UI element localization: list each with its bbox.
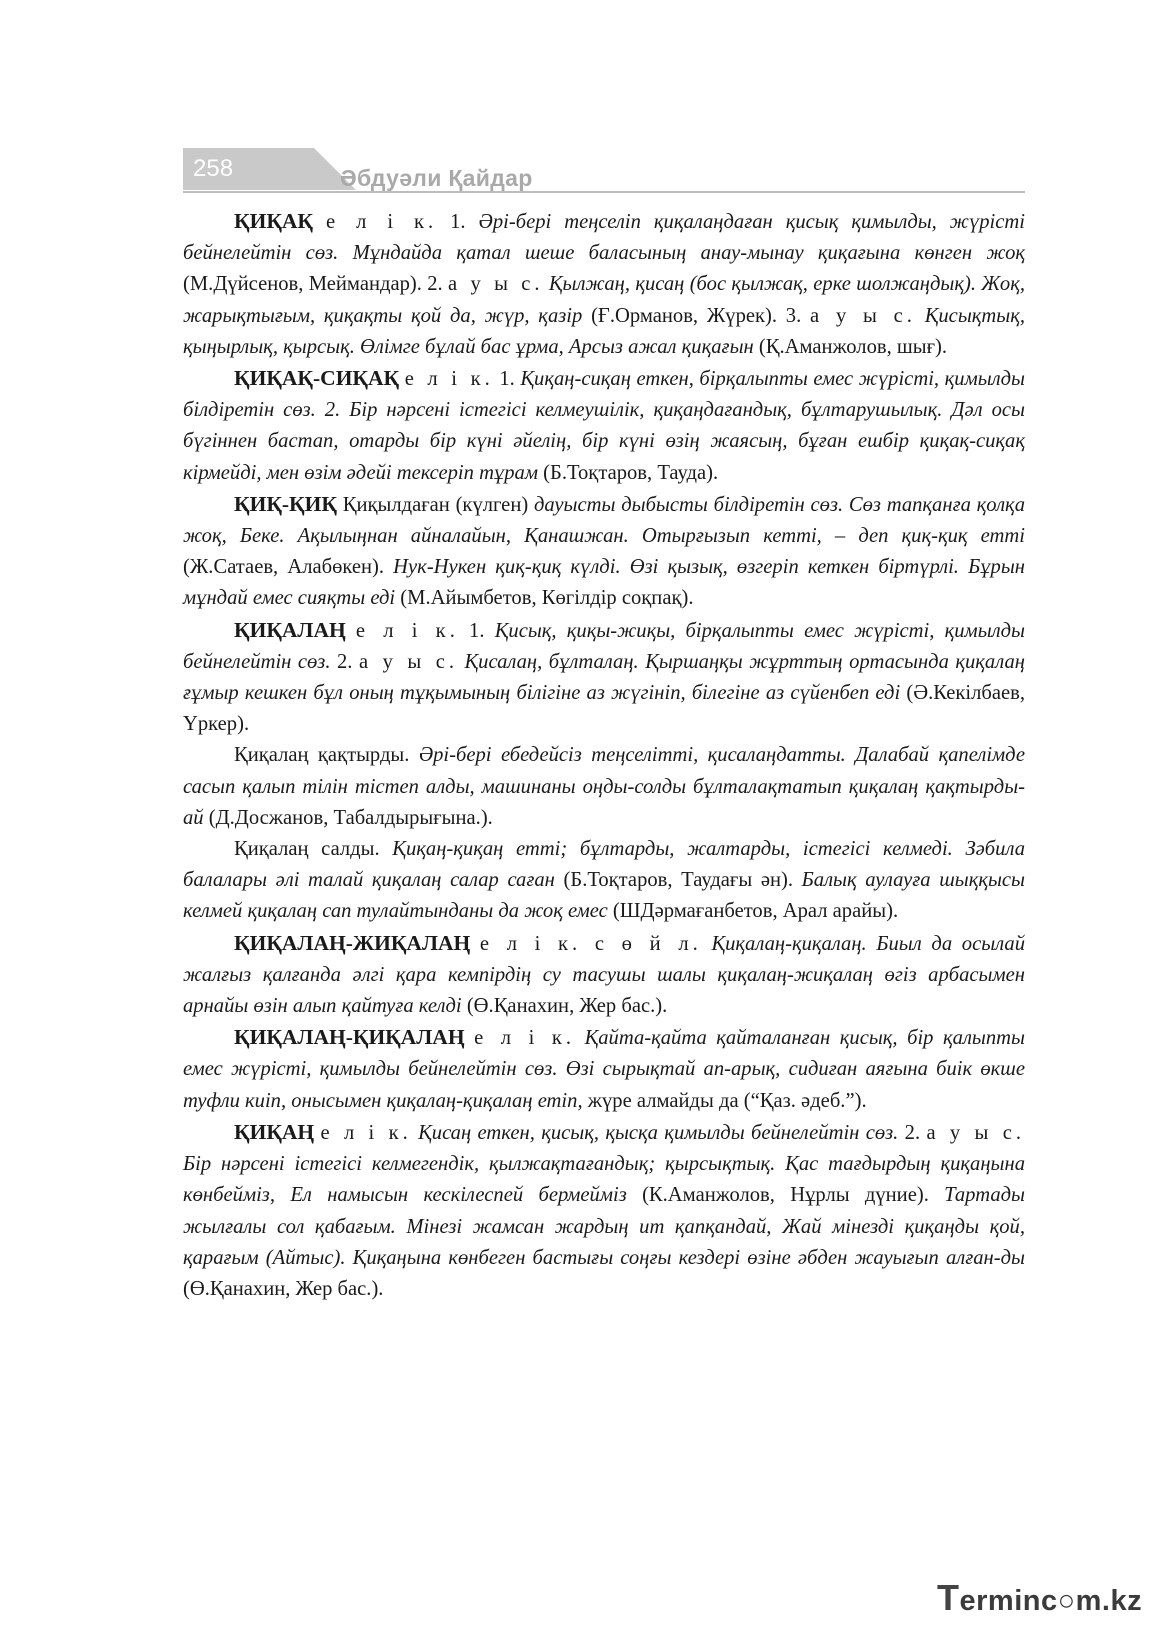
plain-text: (М.Айымбетов, Көгілдір соқпақ). (395, 587, 694, 610)
definition-text: Әрі-бері теңселіп қиқалаңдаған қисық қимылды, жүрісті бейнелейтін сөз. Мұндайда қатал шеше баласының анау-мынау қиқағына көнген жоқ (183, 211, 1025, 265)
headword: ҚИҚ-ҚИҚ (234, 491, 337, 516)
headword: ҚИҚАҚ-СИҚАҚ (234, 366, 400, 391)
dictionary-entry (183, 615, 1025, 741)
definition-text: Қиқалаң-қиқалаң. Биыл да осылай жалғыз қалғанда әлгі қара кемпірдің су тасушы шалы қиқалаң-жиқалаң өгіз арбасымен арнайы өзін алып қайтуға келді (183, 932, 1025, 1018)
grammar-label: е л і к. (320, 1121, 412, 1144)
plain-text: 1. (458, 619, 495, 642)
definition-text: дауысты дыбысты білдіретін сөз. Сөз тапқанға қолқа жоқ, Беке. Ақылыңнан айналайын, Қанашжан. Отырғызып кетті, – деп қиқ-қиқ етті (183, 493, 1025, 548)
grammar-label: а у ы с. (810, 304, 916, 327)
plain-text: (Ә.Кекілбаев, Үркер). (183, 682, 1025, 736)
definition-text: Қисықтық, қыңырлық, қырсық. Өлімге бұлай бас ұрма, Арсыз ажал қиқағын (183, 304, 1025, 358)
dictionary-entry (183, 740, 1025, 834)
plain-text (702, 933, 712, 955)
dictionary-entry (183, 834, 1025, 928)
grammar-label: а у ы с. (926, 1121, 1025, 1144)
definition-text: Қылжаң, қисаң (бос қылжақ, ерке шолжаңдық). Жоқ, жарықтығым, қиқақты қой да, жүр, қазір (183, 273, 1025, 327)
plain-text: Қиқылдаған (күлген) (336, 493, 534, 516)
headword: ҚИҚАЛАҢ-ЖИҚАЛАҢ (234, 930, 471, 955)
plain-text: (К.Аманжолов, Нұрлы дүние). (626, 1184, 945, 1207)
plain-text: 1. (437, 211, 479, 233)
plain-text: (Ғ.Орманов, Жүрек). 3. (582, 304, 811, 327)
definition-text: Балық аулауға шыққысы келмей қиқалаң сап тулайтынданы да жоқ емес (183, 869, 1025, 923)
grammar-label: а у ы с. (358, 650, 458, 673)
dictionary-entry (183, 489, 1025, 615)
plain-text: (Ж.Сатаев, Алабөкен). (183, 556, 394, 579)
plain-text (313, 211, 326, 233)
dictionary-entry (183, 206, 1025, 363)
definition-text: Тартады жылғалы сол қабағым. Мінезі жамсан жардың ит қапқандай, Жай мінезді қиқаңды қой, қарағым (Айтыс). Қиқаңына көнбеген бастығы соңғы кездері өзіне әбден жауығып алған-ды (183, 1184, 1025, 1269)
plain-text: жүре алмайды да (“Қаз. әдеб.”). (582, 1089, 867, 1112)
terminkom-watermark-logo: Terminc○m.kz (937, 1577, 1143, 1618)
plain-text: Қиқалаң қақтырды. (234, 744, 419, 767)
headword: ҚИҚАЛАҢ (234, 617, 346, 642)
grammar-label: е л і к. (404, 368, 494, 391)
page-number: 258 (183, 148, 276, 190)
plain-text: 2. (330, 650, 359, 673)
header-rule (183, 191, 1025, 193)
grammar-label: е л і к. (355, 619, 459, 642)
definition-text: Қиқаң-қиқаң етті; бұлтарды, жалтарды, істегісі келмеді. Зәбила балалары әлі талай қиқалаң салар саған (183, 838, 1025, 892)
plain-text: 1. (493, 368, 521, 391)
plain-text: (М.Дүйсенов, Меймандар). 2. (183, 273, 448, 296)
definition-text: Қиқаң-сиқаң еткен, бірқалыпты емес жүрісті, қимылды білдіретін сөз. 2. Бір нәрсені істегісі келмеушілік, қиқаңдағандық, бұлтарушылық. Дәл осы бүгіннен бастап, отарды бір күні әйелің, бір күні өзің жаясың, бұған ешбір қиқақ-сиқақ кірмейді, мен өзім әдейі тексеріп тұрам (183, 368, 1026, 484)
plain-text: (Б.Тоқтаров, Таудағы ән). (554, 869, 802, 892)
plain-text: 2. (898, 1121, 927, 1144)
plain-text (575, 1027, 585, 1049)
definition-text: Бір нәрсені істегісі келмегендік, қылжақтағандық; қырсықтық. Қас тағдырдың қиқаңына көнбейміз, Ел намысын кескілеспей бермейміз (183, 1153, 1025, 1207)
plain-text: (ШДәрмағанбетов, Арал арайы). (607, 900, 899, 923)
definition-text: Нук-Нукен қиқ-қиқ күлді. Өзі қызық, өзгеріп кеткен біртүрлі. Бұрын мұндай емес сияқты еді (183, 556, 1025, 610)
dictionary-body (183, 206, 1025, 1305)
definition-text: Қисалаң, бұлталаң. Қыршаңқы жұрттың ортасында қиқалаң ғұмыр кешкен бұл оның тұқымының білігіне аз жүгініп, білегіне аз сүйенбеп еді (183, 650, 1025, 705)
dictionary-entry (183, 1022, 1025, 1117)
headword: ҚИҚАҢ (234, 1119, 315, 1144)
definition-text: Қисық, қиқы-жиқы, бірқалыпты емес жүрісті, қимылды бейнелейтін сөз. (183, 619, 1025, 673)
dictionary-entry (183, 1117, 1025, 1305)
dictionary-entry (183, 928, 1025, 1023)
grammar-label: е л і к. с ө й л. (479, 932, 702, 955)
plain-text: (Б.Тоқтаров, Тауда). (538, 461, 719, 484)
plain-text: (Ө.Қанахин, Жер бас.). (461, 995, 668, 1018)
dictionary-entry (183, 363, 1025, 489)
plain-text: Қиқалаң салды. (234, 838, 393, 861)
headword: ҚИҚАЛАҢ-ҚИҚАЛАҢ (234, 1025, 465, 1050)
grammar-label: е л і к. (474, 1027, 576, 1050)
definition-text: Қайта-қайта қайталанған қисық, бір қалыпты емес жүрісті, қимылды бейнелейтін сөз. Өзі сырықтай ап-арық, сидиған аяғына биік өкше туфли киіп, онысымен қиқалаң-қиқалаң етіп, (183, 1027, 1025, 1112)
headword: ҚИҚАҚ (234, 209, 314, 233)
definition-text: Әрі-бері ебедейсіз теңселітті, қисалаңдатты. Далабай қапелімде сасып қалып тілін тістеп алды, машинаны оңды-солды бұлталақтатып қиқалаң қақтырды-ай (183, 744, 1025, 829)
plain-text: (Қ.Аманжолов, шығ). (753, 335, 948, 358)
plain-text: (Ө.Қанахин, Жер бас.). (183, 1277, 384, 1300)
plain-text (470, 933, 480, 955)
running-title: Әбдуәли Қайдар (340, 165, 533, 191)
plain-text (465, 1027, 475, 1049)
definition-text: Қисаң еткен, қисық, қысқа қимылды бейнелейтін сөз. (418, 1121, 899, 1144)
running-header (183, 148, 1025, 198)
plain-text (346, 620, 356, 642)
grammar-label: а у ы с. (448, 273, 544, 296)
plain-text: (Д.Досжанов, Табалдырығына.). (203, 806, 493, 829)
grammar-label: е л і к. (326, 211, 438, 233)
plain-text (916, 305, 925, 327)
